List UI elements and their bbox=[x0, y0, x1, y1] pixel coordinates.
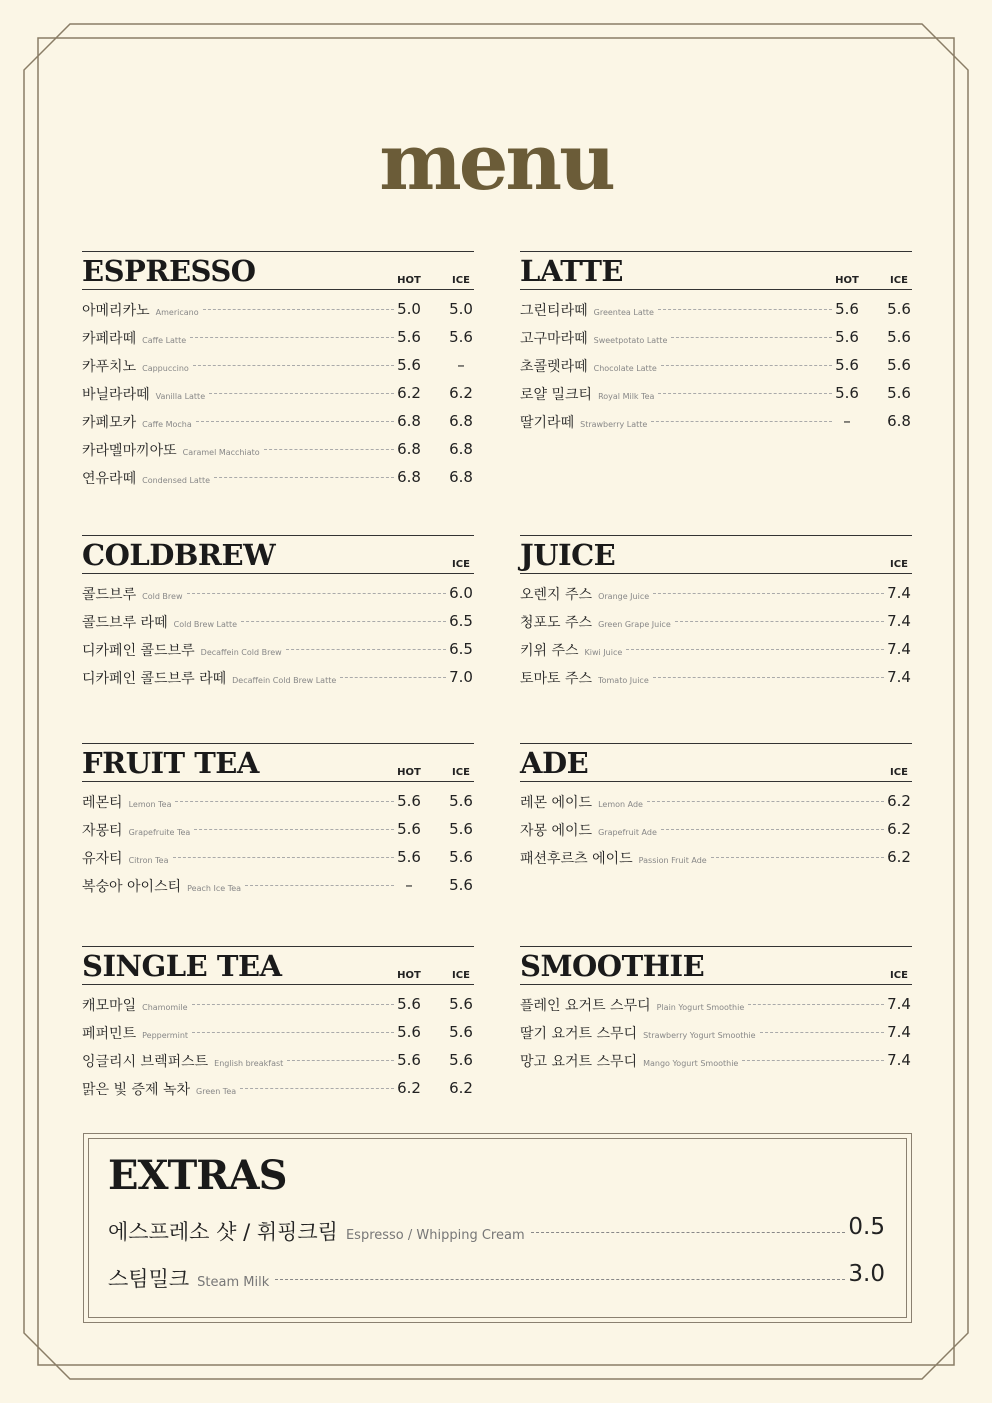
dotted-leader bbox=[653, 677, 884, 678]
item-name-en: Cold Brew Latte bbox=[173, 620, 238, 629]
item-name-ko: 스팀밀크 bbox=[108, 1267, 190, 1291]
item-name-en: Decaffein Cold Brew Latte bbox=[232, 676, 337, 685]
item-label bbox=[82, 328, 186, 348]
menu-item-row bbox=[82, 788, 474, 816]
price-ice: 6.5 bbox=[449, 612, 473, 630]
item-list bbox=[520, 296, 912, 436]
item-name-en: Green Grape Juice bbox=[598, 620, 671, 629]
col-ice-label: ICE bbox=[890, 559, 908, 570]
menu-item-row bbox=[82, 664, 474, 692]
price-hot: 6.8 bbox=[397, 468, 421, 486]
dotted-leader bbox=[203, 309, 394, 310]
item-name-en: Caramel Macchiato bbox=[182, 448, 260, 457]
item-list bbox=[82, 296, 474, 492]
col-hot-label: HOT bbox=[397, 275, 421, 286]
section-header bbox=[82, 744, 474, 782]
item-name-en: Lemon Ade bbox=[598, 800, 643, 809]
menu-item-row bbox=[520, 296, 912, 324]
item-name-ko: 그린티라떼 bbox=[520, 303, 588, 319]
dotted-leader bbox=[661, 829, 884, 830]
dotted-leader bbox=[647, 801, 884, 802]
item-label bbox=[520, 1023, 756, 1043]
price-ice: 5.6 bbox=[887, 300, 911, 318]
item-name-ko: 딸기 요거트 스무디 bbox=[520, 1026, 638, 1042]
menu-item-row bbox=[520, 816, 912, 844]
dotted-leader bbox=[190, 337, 394, 338]
section-header bbox=[82, 947, 474, 985]
item-label bbox=[82, 668, 336, 688]
extras-title: EXTRAS bbox=[108, 1152, 287, 1199]
section-title: SMOOTHIE bbox=[520, 949, 705, 983]
dotted-leader bbox=[196, 421, 394, 422]
dotted-leader bbox=[286, 649, 446, 650]
item-label bbox=[82, 300, 199, 320]
price-ice: 6.2 bbox=[887, 848, 911, 866]
item-name-ko: 카페라떼 bbox=[82, 331, 137, 347]
menu-item-row bbox=[82, 816, 474, 844]
section-juice bbox=[520, 535, 912, 692]
section-coldbrew bbox=[82, 535, 474, 692]
price-hot: 5.6 bbox=[397, 328, 421, 346]
dotted-leader bbox=[264, 449, 394, 450]
price-hot: 6.2 bbox=[397, 1079, 421, 1097]
item-name-en: English breakfast bbox=[214, 1059, 284, 1068]
section-title: FRUIT TEA bbox=[82, 746, 259, 780]
dotted-leader bbox=[275, 1279, 845, 1280]
item-label bbox=[82, 820, 190, 840]
section-latte bbox=[520, 251, 912, 436]
dotted-leader bbox=[245, 885, 394, 886]
extras-item-0 bbox=[108, 1216, 525, 1246]
price-ice: 6.8 bbox=[449, 468, 473, 486]
menu-item-row bbox=[520, 580, 912, 608]
dotted-leader bbox=[192, 1004, 394, 1005]
price-ice: 5.6 bbox=[449, 1051, 473, 1069]
item-label bbox=[82, 876, 241, 896]
item-label bbox=[82, 848, 169, 868]
item-label bbox=[520, 820, 657, 840]
item-name-en: Sweetpotato Latte bbox=[593, 336, 668, 345]
item-name-en: Green Tea bbox=[196, 1087, 237, 1096]
price-ice: 5.6 bbox=[887, 356, 911, 374]
item-name-ko: 초콜렛라떼 bbox=[520, 359, 588, 375]
item-name-ko: 키위 주스 bbox=[520, 643, 579, 659]
item-name-ko: 연유라떼 bbox=[82, 471, 137, 487]
price-ice: 7.4 bbox=[887, 640, 911, 658]
item-name-ko: 로얄 밀크티 bbox=[520, 387, 593, 403]
col-ice-label: ICE bbox=[890, 767, 908, 778]
dotted-leader bbox=[658, 309, 832, 310]
dotted-leader bbox=[711, 857, 884, 858]
price-ice: 6.2 bbox=[449, 384, 473, 402]
col-ice-label: ICE bbox=[890, 275, 908, 286]
col-ice-label: ICE bbox=[452, 559, 470, 570]
section-ade bbox=[520, 743, 912, 872]
item-label bbox=[520, 412, 647, 432]
item-label bbox=[82, 1051, 283, 1071]
col-ice-label: ICE bbox=[452, 767, 470, 778]
dotted-leader bbox=[661, 365, 832, 366]
price-hot: 5.6 bbox=[397, 356, 421, 374]
menu-item-row bbox=[520, 1047, 912, 1075]
menu-item-row bbox=[82, 580, 474, 608]
item-label bbox=[82, 640, 282, 660]
price-hot: 5.6 bbox=[397, 848, 421, 866]
price-ice: 5.0 bbox=[449, 300, 473, 318]
item-price: 3.0 bbox=[848, 1261, 885, 1287]
item-name-en: Passion Fruit Ade bbox=[638, 856, 707, 865]
item-name-ko: 캐모마일 bbox=[82, 998, 137, 1014]
price-ice: 6.8 bbox=[887, 412, 911, 430]
menu-item-row bbox=[520, 1019, 912, 1047]
item-name-en: Chocolate Latte bbox=[593, 364, 657, 373]
section-header bbox=[82, 536, 474, 574]
item-name-ko: 콜드브루 라떼 bbox=[82, 615, 168, 631]
item-name-ko: 바닐라라떼 bbox=[82, 387, 150, 403]
item-label bbox=[82, 995, 188, 1015]
dotted-leader bbox=[340, 677, 446, 678]
item-name-ko: 맑은 빛 증제 녹차 bbox=[82, 1082, 191, 1098]
item-name-en: Plain Yogurt Smoothie bbox=[656, 1003, 745, 1012]
menu-item-row bbox=[520, 324, 912, 352]
item-name-en: Decaffein Cold Brew bbox=[200, 648, 282, 657]
price-hot: 5.6 bbox=[397, 995, 421, 1013]
item-label bbox=[520, 584, 649, 604]
col-hot-label: HOT bbox=[835, 275, 859, 286]
extras-item-1 bbox=[108, 1263, 269, 1293]
menu-item-row bbox=[82, 1075, 474, 1103]
item-name-ko: 딸기라떼 bbox=[520, 415, 575, 431]
item-label bbox=[520, 1051, 738, 1071]
item-name-en: Americano bbox=[155, 308, 199, 317]
dotted-leader bbox=[173, 857, 394, 858]
price-ice: 7.4 bbox=[887, 995, 911, 1013]
dotted-leader bbox=[653, 593, 884, 594]
price-ice: 5.6 bbox=[449, 848, 473, 866]
price-hot: 6.2 bbox=[397, 384, 421, 402]
section-title: LATTE bbox=[520, 254, 624, 288]
item-label bbox=[82, 384, 205, 404]
item-name-ko: 오렌지 주스 bbox=[520, 587, 593, 603]
item-label bbox=[82, 612, 237, 632]
dotted-leader bbox=[531, 1232, 845, 1233]
extras-row bbox=[108, 1212, 885, 1246]
section-fruit-tea bbox=[82, 743, 474, 900]
price-ice: 7.4 bbox=[887, 612, 911, 630]
item-name-en: Condensed Latte bbox=[142, 476, 210, 485]
section-header bbox=[82, 252, 474, 290]
item-name-ko: 콜드브루 bbox=[82, 587, 137, 603]
item-name-en: Lemon Tea bbox=[128, 800, 172, 809]
dotted-leader bbox=[193, 365, 394, 366]
dotted-leader bbox=[651, 421, 832, 422]
item-name-ko: 디카페인 콜드브루 라떼 bbox=[82, 671, 227, 687]
item-name-en: Cold Brew bbox=[142, 592, 183, 601]
item-name-en: Kiwi Juice bbox=[584, 648, 623, 657]
item-name-en: Royal Milk Tea bbox=[598, 392, 655, 401]
menu-item-row bbox=[520, 664, 912, 692]
item-name-en: Espresso / Whipping Cream bbox=[345, 1228, 525, 1243]
dotted-leader bbox=[742, 1060, 884, 1061]
item-name-ko: 레몬 에이드 bbox=[520, 795, 593, 811]
price-ice: 6.8 bbox=[449, 412, 473, 430]
item-label bbox=[520, 384, 654, 404]
item-label bbox=[520, 995, 744, 1015]
item-label bbox=[82, 440, 260, 460]
price-hot: – bbox=[405, 876, 413, 894]
col-hot-label: HOT bbox=[397, 767, 421, 778]
price-ice: 7.4 bbox=[887, 1023, 911, 1041]
menu-item-row bbox=[82, 436, 474, 464]
item-label bbox=[520, 848, 707, 868]
item-name-ko: 플레인 요거트 스무디 bbox=[520, 998, 651, 1014]
price-ice: 5.6 bbox=[449, 995, 473, 1013]
price-ice: 7.4 bbox=[887, 668, 911, 686]
dotted-leader bbox=[671, 337, 832, 338]
item-name-en: Chamomile bbox=[142, 1003, 188, 1012]
item-name-en: Steam Milk bbox=[197, 1275, 270, 1290]
item-list bbox=[82, 788, 474, 900]
menu-item-row bbox=[82, 408, 474, 436]
section-title: COLDBREW bbox=[82, 538, 276, 572]
menu-item-row bbox=[82, 608, 474, 636]
dotted-leader bbox=[214, 477, 394, 478]
dotted-leader bbox=[187, 593, 446, 594]
menu-title: menu bbox=[379, 117, 613, 208]
price-hot: 5.6 bbox=[835, 328, 859, 346]
price-hot: 5.6 bbox=[397, 820, 421, 838]
menu-item-row bbox=[82, 324, 474, 352]
item-label bbox=[82, 1023, 188, 1043]
price-ice: 6.5 bbox=[449, 640, 473, 658]
item-name-en: Tomato Juice bbox=[598, 676, 649, 685]
item-list bbox=[82, 991, 474, 1103]
dotted-leader bbox=[748, 1004, 884, 1005]
item-name-ko: 망고 요거트 스무디 bbox=[520, 1054, 638, 1070]
menu-item-row bbox=[520, 408, 912, 436]
menu-item-row bbox=[82, 1019, 474, 1047]
section-header bbox=[520, 947, 912, 985]
section-title: ADE bbox=[520, 746, 589, 780]
item-name-en: Strawberry Yogurt Smoothie bbox=[643, 1031, 756, 1040]
dotted-leader bbox=[626, 649, 884, 650]
price-ice: 5.6 bbox=[887, 384, 911, 402]
menu-item-row bbox=[520, 991, 912, 1019]
item-name-ko: 카푸치노 bbox=[82, 359, 137, 375]
menu-item-row bbox=[82, 352, 474, 380]
menu-item-row bbox=[520, 788, 912, 816]
menu-item-row bbox=[82, 380, 474, 408]
price-ice: 6.2 bbox=[887, 792, 911, 810]
menu-item-row bbox=[82, 636, 474, 664]
col-ice-label: ICE bbox=[452, 275, 470, 286]
extras-box bbox=[83, 1133, 912, 1323]
item-name-en: Vanilla Latte bbox=[155, 392, 206, 401]
item-name-ko: 아메리카노 bbox=[82, 303, 150, 319]
item-name-ko: 레몬티 bbox=[82, 795, 123, 811]
item-label bbox=[520, 300, 654, 320]
menu-item-row bbox=[82, 1047, 474, 1075]
menu-item-row bbox=[520, 844, 912, 872]
item-name-en: Greentea Latte bbox=[593, 308, 654, 317]
dotted-leader bbox=[287, 1060, 394, 1061]
menu-item-row bbox=[82, 464, 474, 492]
item-label bbox=[82, 792, 171, 812]
price-hot: 5.6 bbox=[397, 792, 421, 810]
item-label bbox=[82, 468, 210, 488]
extras-row bbox=[108, 1259, 885, 1293]
item-name-ko: 청포도 주스 bbox=[520, 615, 593, 631]
price-hot: – bbox=[843, 412, 851, 430]
section-header bbox=[520, 252, 912, 290]
section-single-tea bbox=[82, 946, 474, 1103]
item-list bbox=[520, 788, 912, 872]
price-hot: 5.6 bbox=[835, 300, 859, 318]
price-hot: 5.6 bbox=[835, 356, 859, 374]
item-label bbox=[82, 356, 189, 376]
item-label bbox=[82, 584, 183, 604]
item-name-ko: 자몽티 bbox=[82, 823, 123, 839]
item-list bbox=[520, 580, 912, 692]
item-name-ko: 카라멜마끼아또 bbox=[82, 443, 177, 459]
price-ice: 7.4 bbox=[887, 1051, 911, 1069]
item-label bbox=[520, 612, 671, 632]
menu-item-row bbox=[82, 296, 474, 324]
item-list bbox=[520, 991, 912, 1075]
item-name-ko: 패션후르츠 에이드 bbox=[520, 851, 633, 867]
price-ice: 5.6 bbox=[449, 1023, 473, 1041]
item-name-en: Peach Ice Tea bbox=[187, 884, 242, 893]
price-ice: 5.6 bbox=[449, 820, 473, 838]
col-ice-label: ICE bbox=[452, 970, 470, 981]
price-hot: 5.6 bbox=[397, 1023, 421, 1041]
item-name-en: Caffe Mocha bbox=[142, 420, 192, 429]
section-smoothie bbox=[520, 946, 912, 1075]
section-espresso bbox=[82, 251, 474, 492]
item-name-en: Citron Tea bbox=[128, 856, 169, 865]
menu-item-row bbox=[520, 636, 912, 664]
item-name-ko: 카페모카 bbox=[82, 415, 137, 431]
dotted-leader bbox=[760, 1032, 884, 1033]
item-label bbox=[82, 1079, 236, 1099]
menu-item-row bbox=[520, 380, 912, 408]
price-ice: 5.6 bbox=[449, 792, 473, 810]
item-name-ko: 자몽 에이드 bbox=[520, 823, 593, 839]
price-ice: 5.6 bbox=[449, 328, 473, 346]
item-name-ko: 유자티 bbox=[82, 851, 123, 867]
item-name-ko: 잉글리시 브렉퍼스트 bbox=[82, 1054, 209, 1070]
price-hot: 5.6 bbox=[835, 384, 859, 402]
price-ice: 7.4 bbox=[887, 584, 911, 602]
price-ice: 6.2 bbox=[887, 820, 911, 838]
item-label bbox=[520, 640, 622, 660]
item-name-ko: 페퍼민트 bbox=[82, 1026, 137, 1042]
col-hot-label: HOT bbox=[397, 970, 421, 981]
price-ice: – bbox=[457, 356, 465, 374]
price-hot: 6.8 bbox=[397, 412, 421, 430]
price-ice: 6.2 bbox=[449, 1079, 473, 1097]
price-ice: 5.6 bbox=[887, 328, 911, 346]
dotted-leader bbox=[658, 393, 832, 394]
price-ice: 7.0 bbox=[449, 668, 473, 686]
section-title: ESPRESSO bbox=[82, 254, 256, 288]
item-label bbox=[520, 356, 657, 376]
price-hot: 6.8 bbox=[397, 440, 421, 458]
item-name-en: Mango Yogurt Smoothie bbox=[643, 1059, 739, 1068]
menu-item-row bbox=[520, 352, 912, 380]
item-name-en: Peppermint bbox=[142, 1031, 189, 1040]
dotted-leader bbox=[241, 621, 446, 622]
item-name-ko: 고구마라떼 bbox=[520, 331, 588, 347]
price-ice: 6.8 bbox=[449, 440, 473, 458]
item-label bbox=[82, 412, 192, 432]
col-ice-label: ICE bbox=[890, 970, 908, 981]
item-name-ko: 복숭아 아이스티 bbox=[82, 879, 182, 895]
price-hot: 5.0 bbox=[397, 300, 421, 318]
section-title: JUICE bbox=[520, 538, 616, 572]
item-list bbox=[82, 580, 474, 692]
dotted-leader bbox=[240, 1088, 394, 1089]
item-name-en: Grapefruit Ade bbox=[598, 828, 657, 837]
item-name-en: Grapefruite Tea bbox=[128, 828, 191, 837]
menu-item-row bbox=[520, 608, 912, 636]
menu-item-row bbox=[82, 872, 474, 900]
dotted-leader bbox=[192, 1032, 394, 1033]
item-name-ko: 디카페인 콜드브루 bbox=[82, 643, 195, 659]
item-name-ko: 에스프레소 샷 / 휘핑크림 bbox=[108, 1220, 338, 1244]
item-name-en: Caffe Latte bbox=[142, 336, 187, 345]
dotted-leader bbox=[175, 801, 394, 802]
item-name-en: Orange Juice bbox=[598, 592, 650, 601]
item-name-en: Strawberry Latte bbox=[580, 420, 648, 429]
menu-item-row bbox=[82, 991, 474, 1019]
section-header bbox=[520, 536, 912, 574]
item-price: 0.5 bbox=[848, 1214, 885, 1240]
section-title: SINGLE TEA bbox=[82, 949, 282, 983]
item-label bbox=[520, 328, 667, 348]
price-ice: 5.6 bbox=[449, 876, 473, 894]
item-label bbox=[520, 668, 649, 688]
dotted-leader bbox=[675, 621, 884, 622]
menu-item-row bbox=[82, 844, 474, 872]
price-hot: 5.6 bbox=[397, 1051, 421, 1069]
item-name-ko: 토마토 주스 bbox=[520, 671, 593, 687]
item-name-en: Cappuccino bbox=[142, 364, 189, 373]
dotted-leader bbox=[209, 393, 394, 394]
dotted-leader bbox=[194, 829, 394, 830]
section-header bbox=[520, 744, 912, 782]
price-ice: 6.0 bbox=[449, 584, 473, 602]
item-label bbox=[520, 792, 643, 812]
